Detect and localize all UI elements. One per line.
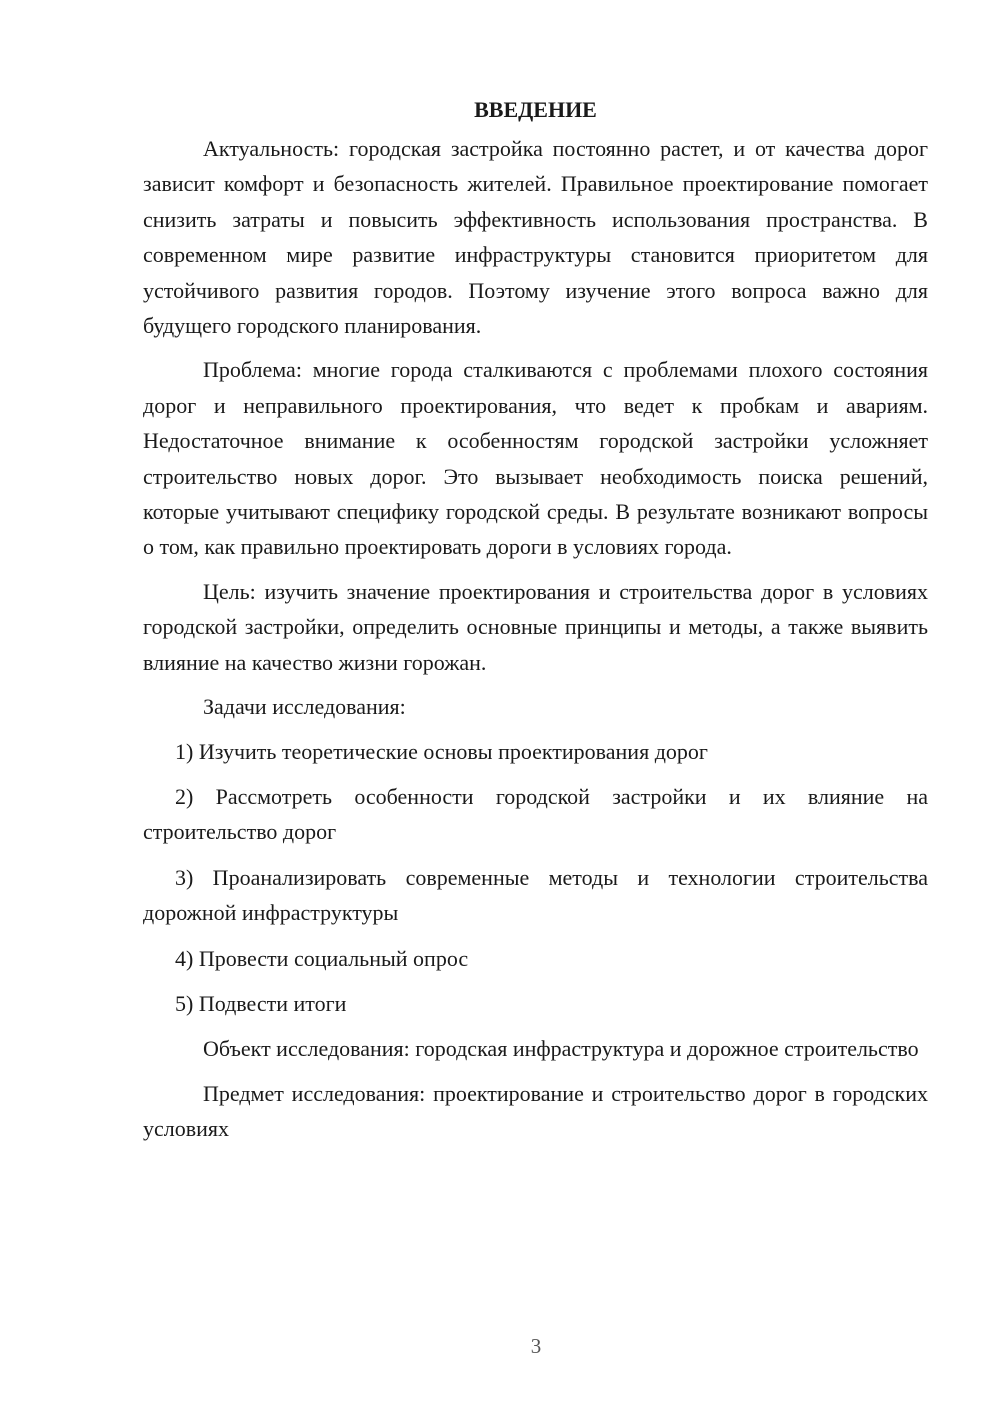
task-item: 4) Провести социальный опрос — [175, 945, 469, 971]
object-paragraph: Объект исследования: городская инфраструктура и дорожное строительство — [203, 1036, 919, 1062]
section-title: ВВЕДЕНИЕ — [474, 97, 597, 122]
task-item: 5) Подвести итоги — [175, 990, 347, 1016]
goal-paragraph: Цель: изучить значение проектирования и строительства дорог в условиях городской застройки, определить основные принципы и методы, а также выявить влияние на качество жизни горожан. — [143, 578, 928, 675]
task-item: 1) Изучить теоретические основы проектирования дорог — [175, 738, 708, 764]
page-number: 3 — [530, 1334, 542, 1358]
relevance-paragraph: Актуальность: городская застройка постоянно растет, и от качества дорог зависит комфорт и безопасность жителей. Правильное проектирование помогает снизить затраты и повысить эффективность использования пространства. В современном мире развитие инфраструктуры становится приоритетом для устойчивого развития городов. Поэтому изучение этого вопроса важно для будущего городского планирования. — [143, 136, 928, 339]
subject-paragraph: Предмет исследования: проектирование и строительство дорог в городских условиях — [143, 1080, 928, 1142]
task-item: 3) Проанализировать современные методы и технологии строительства дорожной инфраструктуры — [143, 864, 928, 926]
problem-paragraph: Проблема: многие города сталкиваются с проблемами плохого состояния дорог и неправильного проектирования, что ведет к пробкам и авариям. Недостаточное внимание к особенностям городской застройки усложняет строительство новых дорог. Это вызывает необходимость поиска решений, которые учитывают специфику городской среды. В результате возникают вопросы о том, как правильно проектировать дороги в условиях города. — [143, 357, 928, 560]
tasks-heading: Задачи исследования: — [203, 694, 406, 720]
document-page — [143, 92, 928, 1156]
task-item: 2) Рассмотреть особенности городской застройки и их влияние на строительство дорог — [143, 783, 928, 845]
